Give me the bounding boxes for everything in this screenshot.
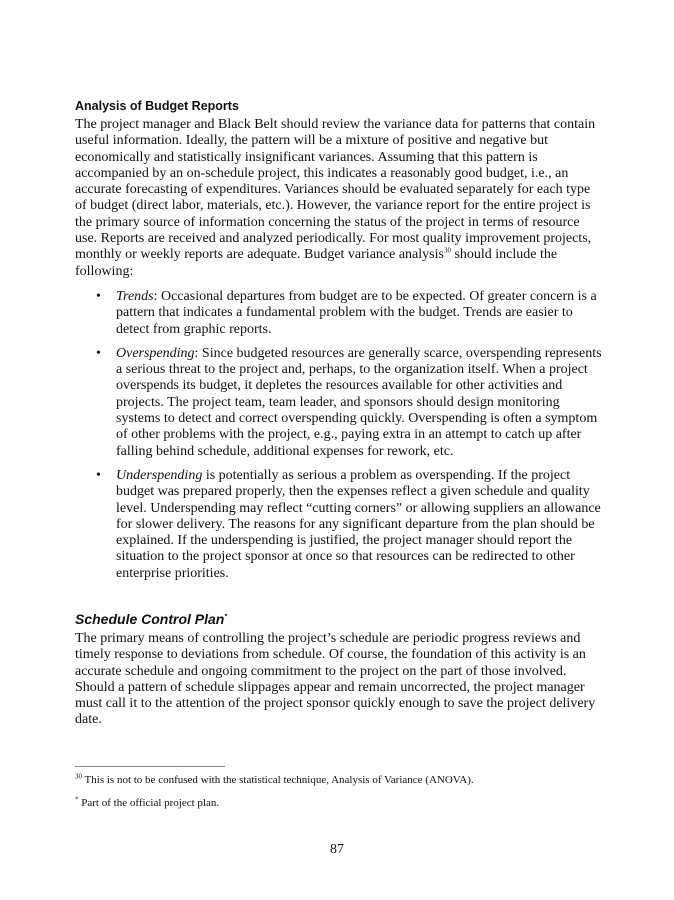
heading-text: Schedule Control Plan	[75, 611, 225, 627]
bullet-text: : Occasional departures from budget are to be expected. Of greater concern is a pattern that indicates a fundamental problem with the budget. Trends are easier to detect from graphic reports.	[116, 289, 597, 337]
footnote-star	[75, 797, 219, 809]
bullet-text: : Since budgeted resources are generally scarce, overspending represents a serious threat to the project and, perhaps, to the organization itself. When a project overspends its budget, it depletes the resources available for other activities and projects. The project team, team leader, and sponsors should design monitoring systems to detect and correct overspending quickly. Overspending is often a symptom of other problems with the project, e.g., paying extra in an attempt to catch up after falling behind schedule, additional expenses for rework, etc.	[116, 345, 602, 459]
footnote-mark: 30	[75, 772, 82, 781]
bullet-term: Overspending	[116, 345, 195, 361]
footnote-divider	[75, 766, 225, 767]
footnote-30	[75, 774, 474, 786]
bullet-underspending	[96, 468, 606, 582]
bullet-text: is potentially as serious a problem as overspending. If the project budget was prepared properly, then the expenses reflect a given schedule and quality level. Underspending may reflect “cutting corners” or allowing suppliers an allowance for slower delivery. The reasons for any significant departure from the plan should be explained. If the underspending is justified, the project manager should report the situation to the project sponsor at once so that resources can be redirected to other enterprise priorities.	[116, 467, 601, 581]
bullet-trends	[96, 289, 606, 338]
lead-in-text: Budget variance analysis	[303, 247, 444, 263]
footnote-ref-30: 30	[443, 246, 451, 255]
footnote-text: Part of the official project plan.	[78, 797, 220, 809]
bullet-list	[96, 289, 606, 590]
footnote-mark: *	[75, 795, 79, 804]
bullet-term: Underspending	[116, 467, 203, 483]
bullet-overspending	[96, 346, 606, 460]
section-heading-budget-reports: Analysis of Budget Reports	[75, 99, 239, 113]
page-number: 87	[330, 842, 344, 857]
section-heading-schedule-control	[75, 611, 605, 627]
bullet-marker: •	[96, 289, 101, 304]
footnote-text: This is not to be confused with the statistical technique, Analysis of Variance (ANOVA).	[82, 774, 474, 786]
bullet-marker: •	[96, 467, 101, 483]
paragraph-body: The project manager and Black Belt should review the variance data for patterns that contain useful information. Ideally, the pattern will be a mixture of positive and negative but economically and statistically insignificant variances. Assuming that this pattern is accompanied by an on-schedule project, this indicates a reasonably good budget, i.e., an accurate forecasting of expenditures. Variances should be evaluated separately for each type of budget (direct labor, materials, etc.). However, the variance report for the entire project is the primary source of information concerning the status of the project in terms of resource use. Reports are received and analyzed periodically. For most quality improvement projects, monthly or weekly reports are adequate.	[75, 117, 596, 263]
footnote-ref-star: *	[224, 613, 228, 621]
bullet-marker: •	[96, 345, 101, 361]
section-budget-reports	[75, 99, 605, 280]
lead-in-tail: should include the following:	[75, 247, 558, 279]
section-schedule-control	[75, 611, 605, 729]
paragraph-budget-reports	[75, 117, 605, 280]
bullet-term: Trends	[116, 289, 154, 304]
paragraph-schedule-control: The primary means of controlling the project’s schedule are periodic progress reviews and timely response to deviations from schedule. Of course, the foundation of this activity is an accurate schedule and ongoing commitment to the project on the part of those involved. Should a pattern of schedule slippages appear and remain uncorrected, the project manager must call it to the attention of the project sponsor quickly enough to save the project delivery date.	[75, 631, 596, 728]
